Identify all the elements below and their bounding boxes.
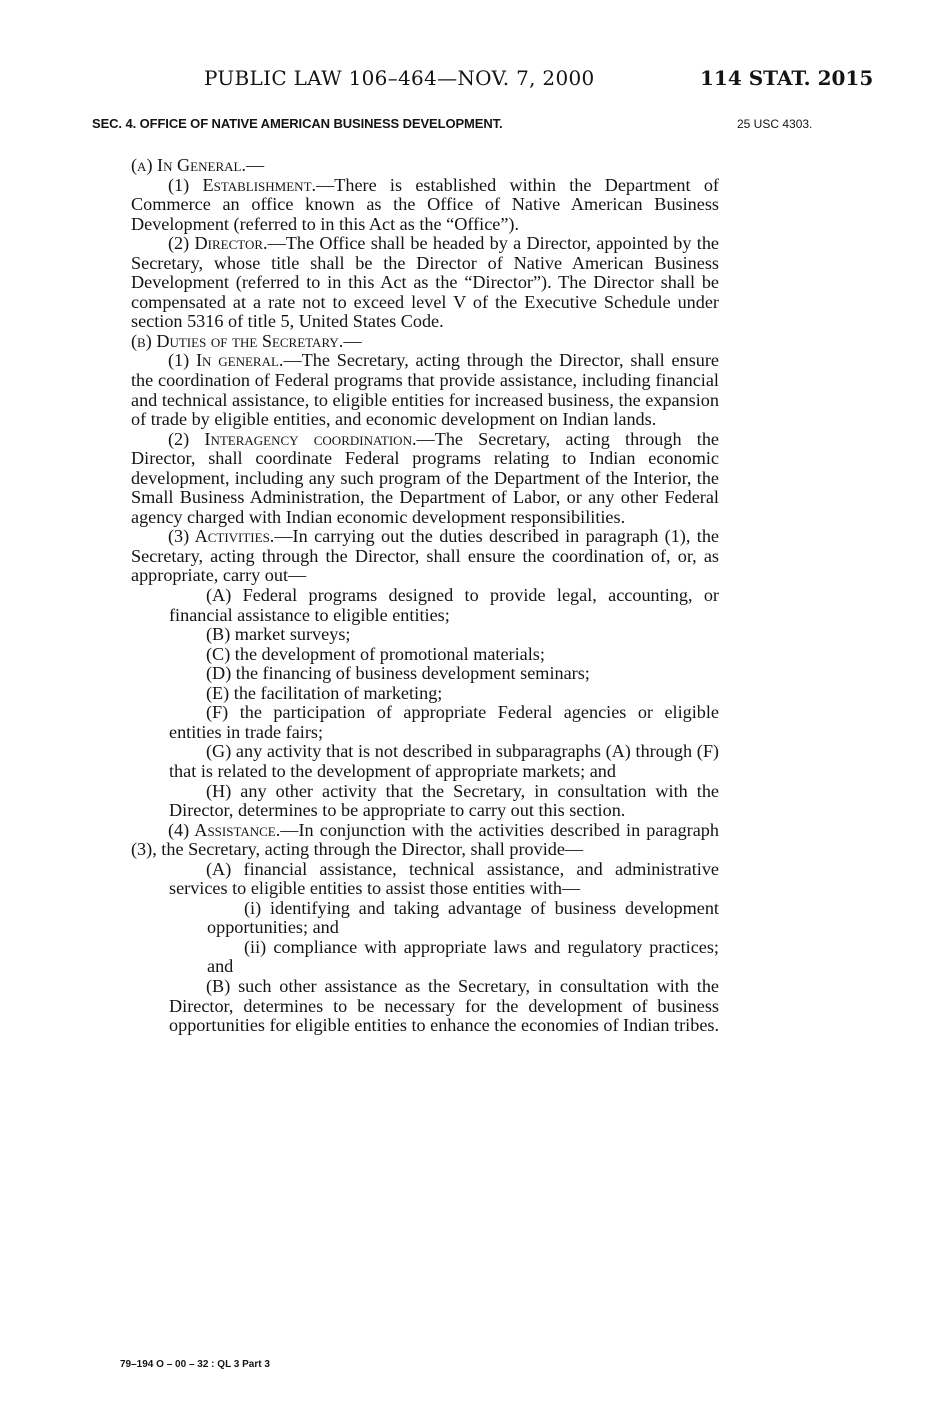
paragraph-b2-text: —The Secretary, acting through the Director, shall coordinate Federal programs relating to Indian economic development, including any such program of the Department of the Interior, the Small Business Administration, the Department of Labor, or any other Federal agency charged with Indian economic development responsibilities.	[131, 428, 719, 527]
page-header	[0, 66, 944, 94]
b3-item-C: (C) the development of promotional materials;	[206, 643, 545, 664]
b3-item-F: (F) the participation of appropriate Federal agencies or eligible entities in trade fairs;	[169, 702, 719, 742]
b3-item-G: (G) any activity that is not described in subparagraphs (A) through (F) that is related to the development of appropriate markets; and	[169, 741, 719, 781]
b4-item-A: (A) financial assistance, technical assistance, and administrative services to eligible entities to assist those entities with—	[169, 858, 719, 899]
paragraph-a1-label: (1) Establishment.	[168, 174, 317, 195]
paragraph-a1-text: —There is established within the Department of Commerce an office known as the Office of Native American Business Development (referred to in this Act as the “Office”).	[131, 174, 719, 234]
b4-item-B: (B) such other assistance as the Secretary, in consultation with the Director, determines to be necessary for the development of business opportunities for eligible entities to enhance the economies of Indian tribes.	[169, 975, 720, 1036]
section-body	[131, 156, 719, 1036]
paragraph-b1-text: —The Secretary, acting through the Director, shall ensure the coordination of Federal programs that provide assistance, including financial and technical assistance, to eligible entities for increased business, the expansion of trade by eligible entities, and economic development on Indian lands.	[131, 350, 719, 430]
paragraph-b3	[131, 527, 719, 586]
b3-item-B: (B) market surveys;	[206, 624, 351, 645]
b3-item-A: (A) Federal programs designed to provide legal, accounting, or financial assistance to eligible entities;	[169, 585, 719, 625]
subsection-b-heading: (b) Duties of the Secretary.—	[131, 330, 362, 351]
b4-item-A-ii: (ii) compliance with appropriate laws and regulatory practices; and	[207, 936, 719, 977]
paragraph-b4-text: —In conjunction with the activities described in paragraph (3), the Secretary, acting through the Director, shall provide—	[131, 819, 719, 860]
public-law-title: PUBLIC LAW 106–464—NOV. 7, 2000	[204, 66, 595, 90]
paragraph-b1-label: (1) In general.	[168, 350, 284, 371]
paragraph-b3-text: —In carrying out the duties described in paragraph (1), the Secretary, acting through the Director, shall ensure the coordination of, or, as appropriate, carry out—	[131, 526, 719, 586]
subsection-a-heading: (a) In General.—	[131, 155, 265, 175]
paragraph-b4	[131, 821, 719, 860]
paragraph-a2-text: —The Office shall be headed by a Director, appointed by the Secretary, whose title shall be the Director of Native American Business Development (referred to in this Act as the “Director”). The Director shall be compensated at a rate not to exceed level V of the Executive Schedule under section 5316 of title 5, United States Code.	[131, 233, 719, 332]
paragraph-a2-label: (2) Director.	[168, 233, 268, 254]
b4-item-A-i: (i) identifying and taking advantage of business development opportunities; and	[207, 897, 719, 938]
usc-margin-note: 25 USC 4303.	[737, 117, 813, 131]
b3-item-H: (H) any other activity that the Secretary, in consultation with the Director, determines to be appropriate to carry out this section.	[169, 780, 719, 821]
paragraph-b4-label: (4) Assistance.	[168, 819, 281, 840]
b3-item-E: (E) the facilitation of marketing;	[206, 682, 443, 703]
print-job-code: 79–194 O – 00 – 32 : QL 3 Part 3	[120, 1359, 270, 1370]
paragraph-b2-label: (2) Interagency coordination.	[168, 428, 417, 449]
paragraph-b3-label: (3) Activities.	[168, 526, 275, 547]
statute-page-number: 114 STAT. 2015	[700, 66, 874, 90]
paragraph-b1	[131, 351, 719, 429]
section-heading: SEC. 4. OFFICE OF NATIVE AMERICAN BUSINESS DEVELOPMENT.	[92, 116, 503, 131]
paragraph-b2	[131, 430, 719, 528]
b3-item-D: (D) the financing of business development seminars;	[206, 663, 590, 684]
paragraph-a2	[131, 234, 719, 332]
paragraph-a1	[131, 176, 719, 235]
